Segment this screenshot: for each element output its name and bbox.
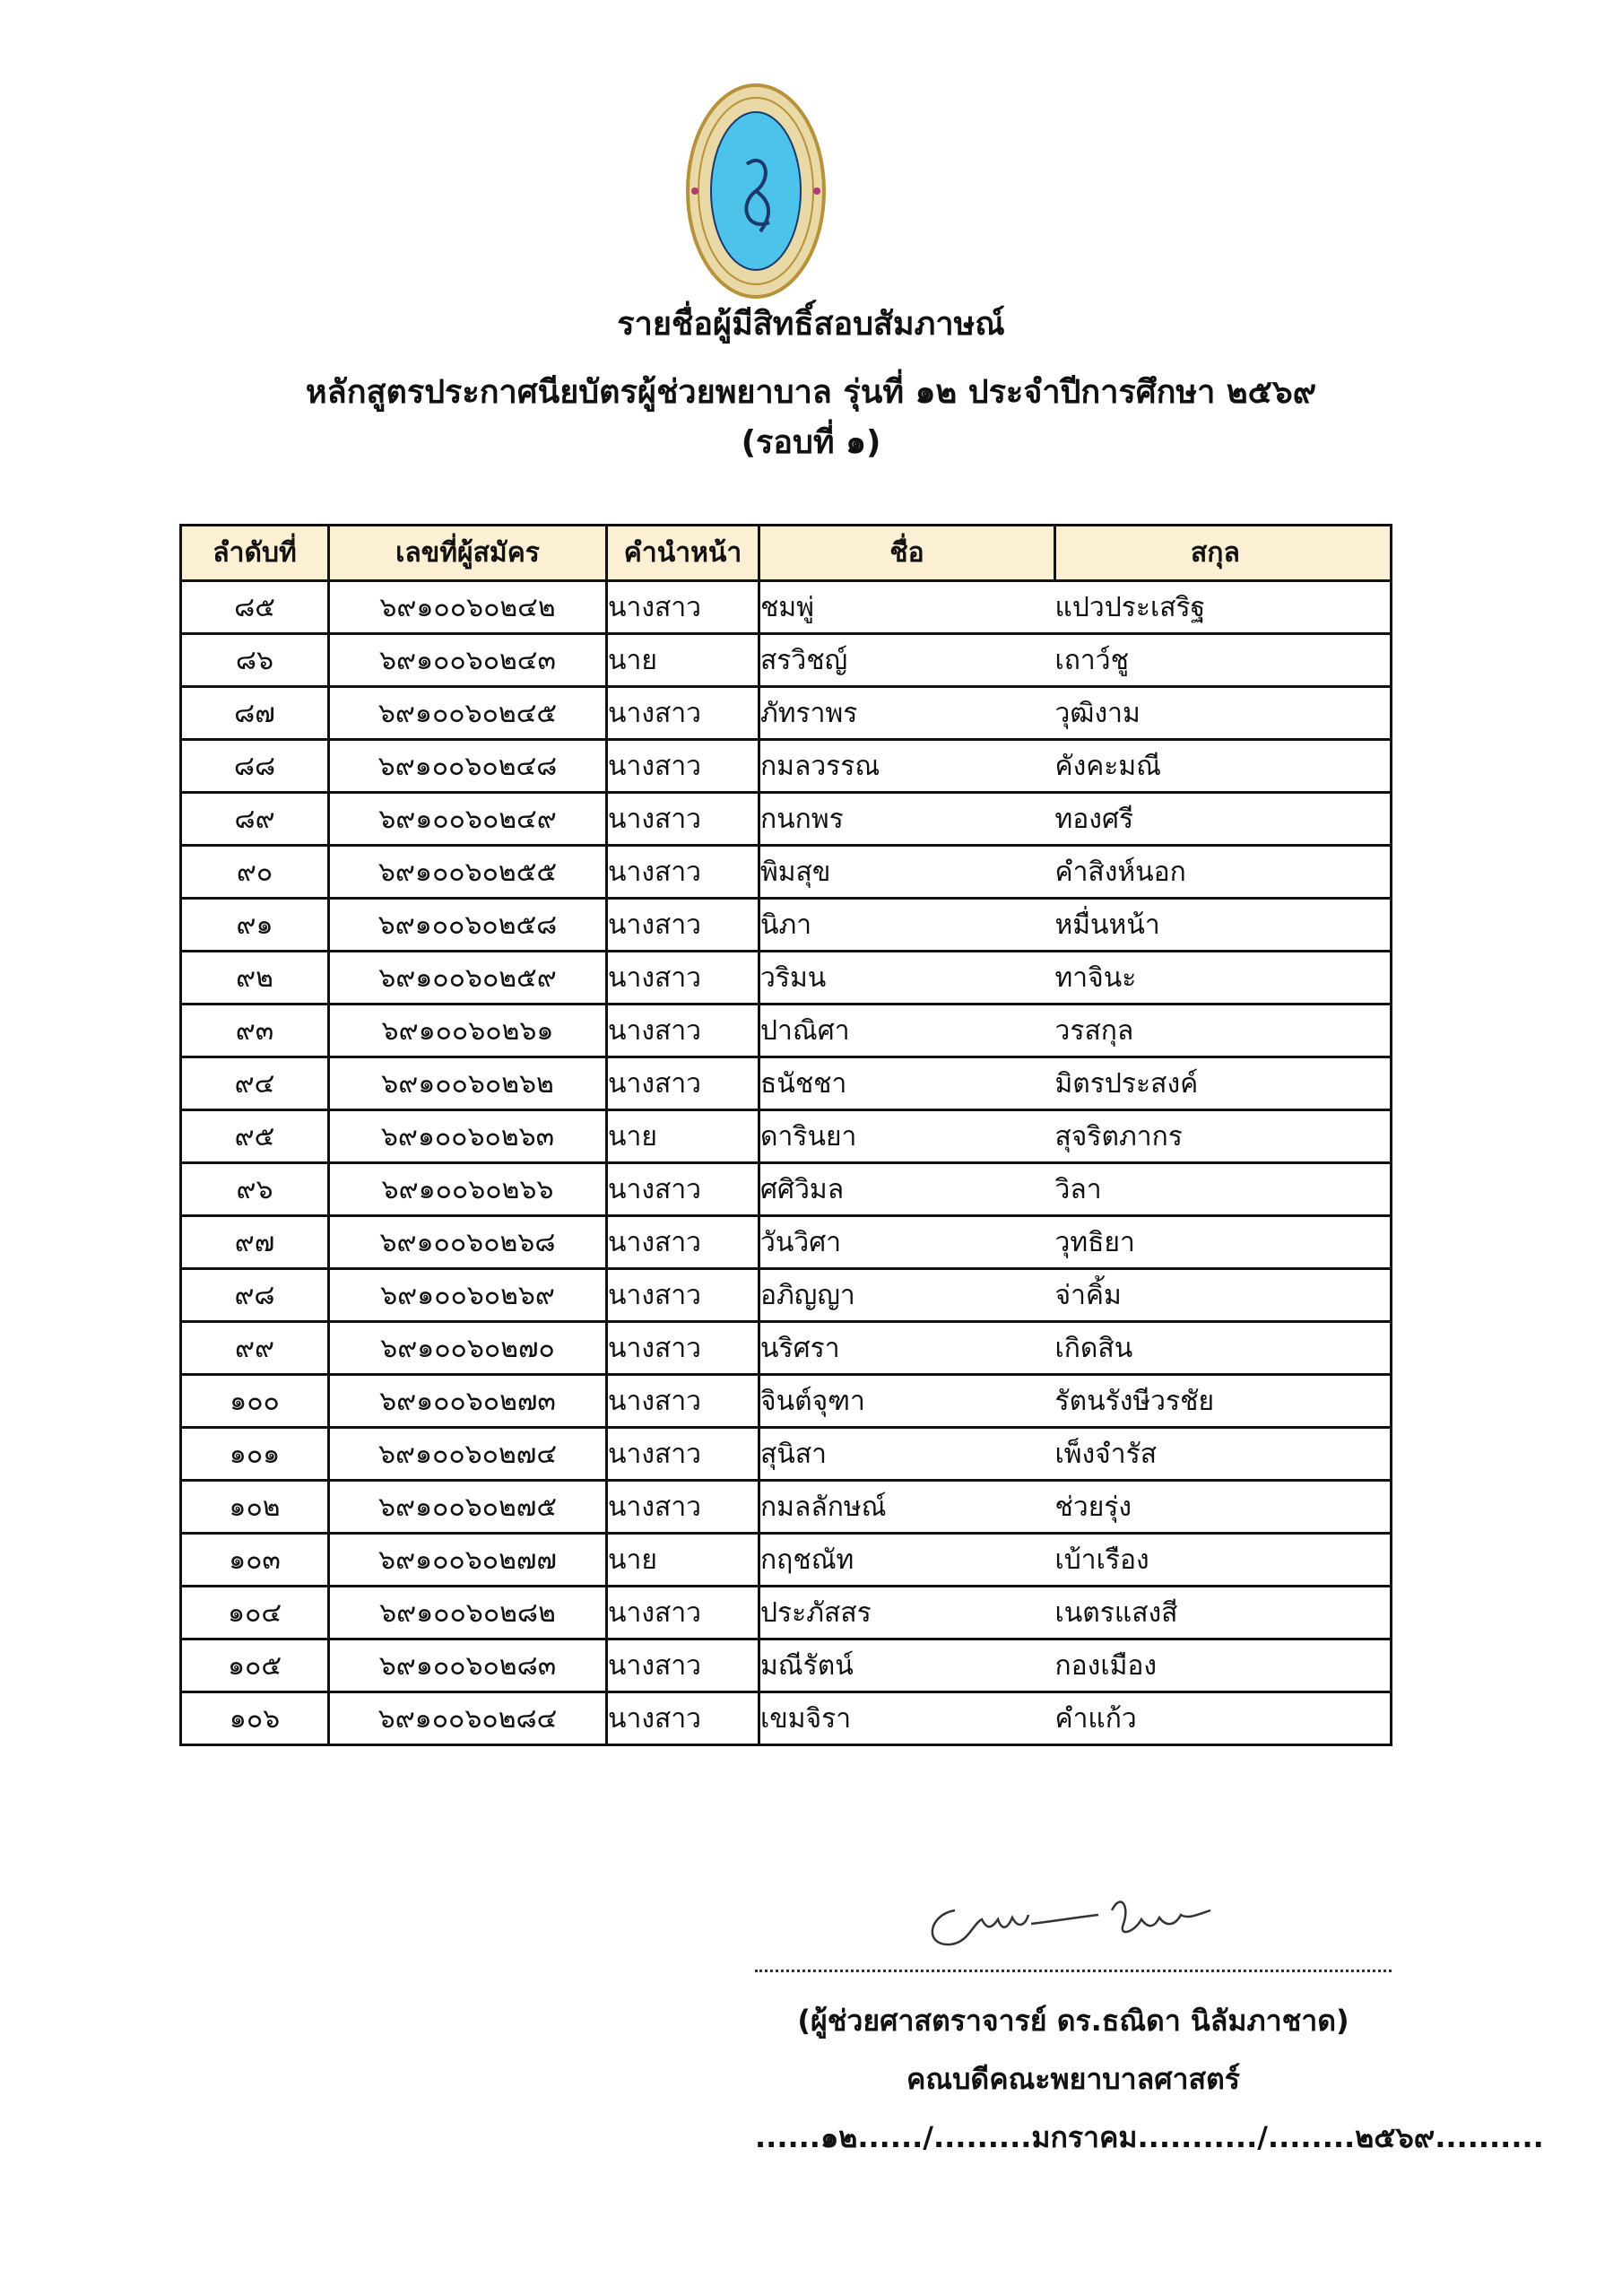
applicant-id: ๖๙๑๐๐๖๐๒๔๓ (329, 634, 607, 687)
table-row (181, 1163, 1392, 1216)
table-row (181, 1110, 1392, 1163)
table-row (181, 1692, 1392, 1745)
applicant-id: ๖๙๑๐๐๖๐๒๖๘ (329, 1216, 607, 1269)
name-title: นาย (607, 1534, 759, 1587)
applicant-id: ๖๙๑๐๐๖๐๒๖๖ (329, 1163, 607, 1216)
table-row (181, 687, 1392, 740)
applicant-id: ๖๙๑๐๐๖๐๒๖๒ (329, 1057, 607, 1110)
table-row (181, 1639, 1392, 1692)
last-name: เนตรแสงสี (1055, 1587, 1392, 1639)
name-title: นางสาว (607, 1322, 759, 1375)
last-name: มิตรประสงค์ (1055, 1057, 1392, 1110)
first-name: ปาณิศา (759, 1004, 1055, 1057)
table-row (181, 634, 1392, 687)
row-number: ๙๗ (181, 1216, 329, 1269)
last-name: วุฒิงาม (1055, 687, 1392, 740)
row-number: ๑๐๐ (181, 1375, 329, 1428)
name-title: นางสาว (607, 1216, 759, 1269)
applicant-id: ๖๙๑๐๐๖๐๒๗๕ (329, 1481, 607, 1534)
name-title: นางสาว (607, 1269, 759, 1322)
name-title: นางสาว (607, 1639, 759, 1692)
column-header-first-name: ชื่อ (759, 526, 1055, 581)
row-number: ๙๒ (181, 952, 329, 1004)
signature-date: ......๑๒....../.........มกราคม.........../........๒๕๖๙.......... (755, 2120, 1544, 2154)
applicant-id: ๖๙๑๐๐๖๐๒๘๒ (329, 1587, 607, 1639)
university-logo (684, 79, 828, 303)
last-name: คังคะมณี (1055, 740, 1392, 793)
name-title: นางสาว (607, 1481, 759, 1534)
applicant-id: ๖๙๑๐๐๖๐๒๗๐ (329, 1322, 607, 1375)
applicant-id: ๖๙๑๐๐๖๐๒๘๔ (329, 1692, 607, 1745)
last-name: เบ้าเรือง (1055, 1534, 1392, 1587)
table-row (181, 846, 1392, 899)
table-row (181, 740, 1392, 793)
last-name: แปวประเสริฐ (1055, 581, 1392, 634)
last-name: หมื่นหน้า (1055, 899, 1392, 952)
column-header-applicant-id: เลขที่ผู้สมัคร (329, 526, 607, 581)
row-number: ๙๙ (181, 1322, 329, 1375)
row-number: ๙๔ (181, 1057, 329, 1110)
row-number: ๘๙ (181, 793, 329, 846)
last-name: คำสิงห์นอก (1055, 846, 1392, 899)
row-number: ๑๐๓ (181, 1534, 329, 1587)
name-title: นางสาว (607, 1163, 759, 1216)
last-name: สุจริตภากร (1055, 1110, 1392, 1163)
last-name: เพ็งจำรัส (1055, 1428, 1392, 1481)
table-row (181, 793, 1392, 846)
row-number: ๙๐ (181, 846, 329, 899)
applicant-id: ๖๙๑๐๐๖๐๒๘๓ (329, 1639, 607, 1692)
name-title: นางสาว (607, 740, 759, 793)
last-name: ทาจินะ (1055, 952, 1392, 1004)
column-header-title: คำนำหน้า (607, 526, 759, 581)
first-name: วันวิศา (759, 1216, 1055, 1269)
applicant-id: ๖๙๑๐๐๖๐๒๖๙ (329, 1269, 607, 1322)
dean-name: (ผู้ช่วยศาสตราจารย์ ดร.ธณิดา นิลัมภาชาด) (797, 2004, 1349, 2038)
table-row (181, 952, 1392, 1004)
table-row (181, 1322, 1392, 1375)
name-title: นางสาว (607, 581, 759, 634)
name-title: นางสาว (607, 687, 759, 740)
applicant-id: ๖๙๑๐๐๖๐๒๔๒ (329, 581, 607, 634)
table-row (181, 1375, 1392, 1428)
page-title: รายชื่อผู้มีสิทธิ์สอบสัมภาษณ์ (617, 306, 1005, 343)
first-name: สุนิสา (759, 1428, 1055, 1481)
first-name: ชมพู่ (759, 581, 1055, 634)
column-header-last-name: สกุล (1055, 526, 1392, 581)
row-number: ๑๐๒ (181, 1481, 329, 1534)
first-name: ภัทราพร (759, 687, 1055, 740)
first-name: อภิญญา (759, 1269, 1055, 1322)
table-row (181, 899, 1392, 952)
table-body (181, 581, 1392, 1745)
first-name: กนกพร (759, 793, 1055, 846)
column-header-no: ลำดับที่ (181, 526, 329, 581)
applicant-id: ๖๙๑๐๐๖๐๒๕๕ (329, 846, 607, 899)
last-name: วรสกุล (1055, 1004, 1392, 1057)
applicant-id: ๖๙๑๐๐๖๐๒๔๙ (329, 793, 607, 846)
name-title: นางสาว (607, 1057, 759, 1110)
row-number: ๙๖ (181, 1163, 329, 1216)
applicant-id: ๖๙๑๐๐๖๐๒๕๙ (329, 952, 607, 1004)
row-number: ๘๗ (181, 687, 329, 740)
row-number: ๑๐๑ (181, 1428, 329, 1481)
name-title: นางสาว (607, 899, 759, 952)
row-number: ๘๘ (181, 740, 329, 793)
row-number: ๙๘ (181, 1269, 329, 1322)
applicant-id: ๖๙๑๐๐๖๐๒๔๘ (329, 740, 607, 793)
table-row (181, 1587, 1392, 1639)
table-row (181, 1004, 1392, 1057)
applicant-id: ๖๙๑๐๐๖๐๒๖๑ (329, 1004, 607, 1057)
name-title: นางสาว (607, 1587, 759, 1639)
table-header-row (181, 526, 1392, 581)
first-name: ศศิวิมล (759, 1163, 1055, 1216)
row-number: ๑๐๕ (181, 1639, 329, 1692)
first-name: สรวิชญ์ (759, 634, 1055, 687)
first-name: พิมสุข (759, 846, 1055, 899)
name-title: นางสาว (607, 1428, 759, 1481)
row-number: ๘๖ (181, 634, 329, 687)
first-name: กมลวรรณ (759, 740, 1055, 793)
first-name: ดารินยา (759, 1110, 1055, 1163)
row-number: ๑๐๔ (181, 1587, 329, 1639)
last-name: วุทธิยา (1055, 1216, 1392, 1269)
dean-position: คณบดีคณะพยาบาลศาสตร์ (906, 2062, 1240, 2096)
last-name: ทองศรี (1055, 793, 1392, 846)
page-subtitle: หลักสูตรประกาศนียบัตรผู้ช่วยพยาบาล รุ่นที่ ๑๒ ประจำปีการศึกษา ๒๕๖๙ (305, 374, 1317, 411)
row-number: ๑๐๖ (181, 1692, 329, 1745)
last-name: กองเมือง (1055, 1639, 1392, 1692)
name-title: นางสาว (607, 1004, 759, 1057)
applicant-id: ๖๙๑๐๐๖๐๒๖๓ (329, 1110, 607, 1163)
table-row (181, 581, 1392, 634)
table-row (181, 1428, 1392, 1481)
last-name: จ่าคิ้ม (1055, 1269, 1392, 1322)
first-name: นิภา (759, 899, 1055, 952)
name-title: นางสาว (607, 793, 759, 846)
applicant-id: ๖๙๑๐๐๖๐๒๗๔ (329, 1428, 607, 1481)
row-number: ๘๕ (181, 581, 329, 634)
last-name: วิลา (1055, 1163, 1392, 1216)
table-row (181, 1057, 1392, 1110)
table-row (181, 1534, 1392, 1587)
first-name: กฤชณัท (759, 1534, 1055, 1587)
first-name: นริศรา (759, 1322, 1055, 1375)
first-name: มณีรัตน์ (759, 1639, 1055, 1692)
first-name: เขมจิรา (759, 1692, 1055, 1745)
row-number: ๙๕ (181, 1110, 329, 1163)
applicant-id: ๖๙๑๐๐๖๐๒๗๗ (329, 1534, 607, 1587)
dean-signature (919, 1874, 1242, 1955)
table-row (181, 1269, 1392, 1322)
name-title: นางสาว (607, 846, 759, 899)
applicant-id: ๖๙๑๐๐๖๐๒๕๘ (329, 899, 607, 952)
table-row (181, 1481, 1392, 1534)
name-title: นางสาว (607, 1692, 759, 1745)
round-label: (รอบที่ ๑) (741, 424, 881, 461)
last-name: รัตนรังษีวรชัย (1055, 1375, 1392, 1428)
name-title: นาย (607, 634, 759, 687)
first-name: จินต์จุฑา (759, 1375, 1055, 1428)
table-row (181, 1216, 1392, 1269)
name-title: นางสาว (607, 1375, 759, 1428)
applicant-id: ๖๙๑๐๐๖๐๒๗๓ (329, 1375, 607, 1428)
first-name: กมลลักษณ์ (759, 1481, 1055, 1534)
last-name: เถาว์ชู (1055, 634, 1392, 687)
signature-line (755, 1970, 1392, 1972)
last-name: คำแก้ว (1055, 1692, 1392, 1745)
last-name: ช่วยรุ่ง (1055, 1481, 1392, 1534)
applicant-id: ๖๙๑๐๐๖๐๒๔๕ (329, 687, 607, 740)
candidate-table (179, 524, 1392, 1746)
first-name: วริมน (759, 952, 1055, 1004)
name-title: นาย (607, 1110, 759, 1163)
row-number: ๙๑ (181, 899, 329, 952)
name-title: นางสาว (607, 952, 759, 1004)
first-name: ประภัสสร (759, 1587, 1055, 1639)
row-number: ๙๓ (181, 1004, 329, 1057)
first-name: ธนัชชา (759, 1057, 1055, 1110)
last-name: เกิดสิน (1055, 1322, 1392, 1375)
